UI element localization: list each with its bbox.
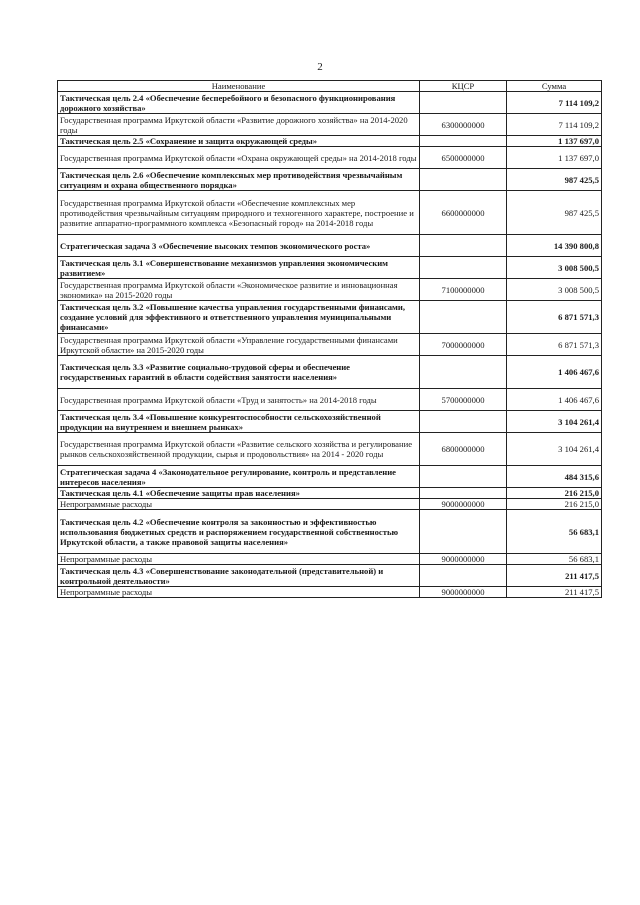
row-sum: 6 871 571,3: [507, 301, 602, 334]
row-code: 6800000000: [420, 433, 507, 466]
row-code: [420, 356, 507, 389]
row-code: [420, 301, 507, 334]
row-sum: 14 390 800,8: [507, 235, 602, 257]
page-number: 2: [317, 61, 323, 73]
row-sum: 6 871 571,3: [507, 334, 602, 356]
row-code: [420, 488, 507, 499]
table-row: [58, 499, 602, 510]
table-row: [58, 191, 602, 235]
row-code: [420, 92, 507, 114]
row-code: [420, 565, 507, 587]
row-name: Тактическая цель 2.6 «Обеспечение комплексных мер противодействия чрезвычайным ситуациям и охрана общественного порядка»: [58, 169, 420, 191]
table-row: [58, 147, 602, 169]
row-code: 7000000000: [420, 334, 507, 356]
row-name: Государственная программа Иркутской области «Экономическое развитие и инновационная экономика» на 2015-2020 годы: [58, 279, 420, 301]
row-name: Государственная программа Иркутской области «Охрана окружающей среды» на 2014-2018 годы: [58, 147, 420, 169]
row-code: 7100000000: [420, 279, 507, 301]
row-name: Стратегическая задача 4 «Законодательное регулирование, контроль и представление интересов населения»: [58, 466, 420, 488]
row-sum: 211 417,5: [507, 565, 602, 587]
table-row: [58, 510, 602, 554]
table-row: [58, 235, 602, 257]
table-row: [58, 92, 602, 114]
row-name: Непрограммные расходы: [58, 587, 420, 598]
row-name: Тактическая цель 3.4 «Повышение конкурентоспособности сельскохозяйственной продукции на внутреннем и внешнем рынках»: [58, 411, 420, 433]
table-row: [58, 488, 602, 499]
table-row: [58, 334, 602, 356]
table-header-row: [58, 81, 602, 92]
row-code: 9000000000: [420, 499, 507, 510]
table-row: [58, 587, 602, 598]
table-row: [58, 279, 602, 301]
row-name: Тактическая цель 3.2 «Повышение качества управления государственными финансами, создание условий для эффективного и ответственного управления муниципальными финансами»: [58, 301, 420, 334]
row-name: Тактическая цель 3.3 «Развитие социально-трудовой сферы и обеспечение государственных гарантий в области содействия занятости населения»: [58, 356, 420, 389]
table-row: [58, 169, 602, 191]
row-sum: 1 406 467,6: [507, 389, 602, 411]
table-row: [58, 257, 602, 279]
row-name: Государственная программа Иркутской области «Развитие сельского хозяйства и регулирование рынков сельскохозяйственной продукции, сырья и продовольствия» на 2014 - 2020 годы: [58, 433, 420, 466]
table-body: [58, 92, 602, 598]
row-sum: 987 425,5: [507, 191, 602, 235]
row-name: Тактическая цель 3.1 «Совершенствование механизмов управления экономическим развитием»: [58, 257, 420, 279]
table-row: [58, 114, 602, 136]
row-code: [420, 169, 507, 191]
row-sum: 216 215,0: [507, 488, 602, 499]
row-code: [420, 257, 507, 279]
row-sum: 3 008 500,5: [507, 279, 602, 301]
row-name: Тактическая цель 2.5 «Сохранение и защита окружающей среды»: [58, 136, 420, 147]
header-sum: Сумма: [507, 81, 602, 92]
table-row: [58, 389, 602, 411]
row-code: [420, 136, 507, 147]
row-code: 6300000000: [420, 114, 507, 136]
row-name: Государственная программа Иркутской области «Развитие дорожного хозяйства» на 2014-2020 годы: [58, 114, 420, 136]
row-sum: 1 137 697,0: [507, 147, 602, 169]
budget-table: [57, 80, 602, 598]
row-sum: 7 114 109,2: [507, 92, 602, 114]
row-name: Тактическая цель 4.2 «Обеспечение контроля за законностью и эффективностью использования бюджетных средств и распоряжением государственной собственностью Иркутской области, а также правовой защиты населения»: [58, 510, 420, 554]
row-name: Непрограммные расходы: [58, 554, 420, 565]
header-name: Наименование: [58, 81, 420, 92]
row-sum: 7 114 109,2: [507, 114, 602, 136]
row-name: Стратегическая задача 3 «Обеспечение высоких темпов экономического роста»: [58, 235, 420, 257]
header-code: КЦСР: [420, 81, 507, 92]
table-row: [58, 136, 602, 147]
row-code: 6500000000: [420, 147, 507, 169]
row-sum: 216 215,0: [507, 499, 602, 510]
row-sum: 3 008 500,5: [507, 257, 602, 279]
row-sum: 211 417,5: [507, 587, 602, 598]
row-sum: 56 683,1: [507, 554, 602, 565]
row-code: 5700000000: [420, 389, 507, 411]
row-name: Государственная программа Иркутской области «Управление государственными финансами Иркутской области» на 2015-2020 годы: [58, 334, 420, 356]
table-row: [58, 466, 602, 488]
row-name: Тактическая цель 2.4 «Обеспечение бесперебойного и безопасного функционирования дорожного хозяйства»: [58, 92, 420, 114]
row-name: Непрограммные расходы: [58, 499, 420, 510]
table-row: [58, 411, 602, 433]
row-sum: 56 683,1: [507, 510, 602, 554]
row-sum: 1 137 697,0: [507, 136, 602, 147]
row-sum: 3 104 261,4: [507, 433, 602, 466]
row-name: Государственная программа Иркутской области «Труд и занятость» на 2014-2018 годы: [58, 389, 420, 411]
table-row: [58, 554, 602, 565]
row-code: 9000000000: [420, 587, 507, 598]
row-code: [420, 235, 507, 257]
table-row: [58, 301, 602, 334]
table-row: [58, 565, 602, 587]
row-name: Государственная программа Иркутской области «Обеспечение комплексных мер противодействия чрезвычайным ситуациям природного и техногенного характере, построение и развитие аппаратно-программного комплекса «Безопасный город» на 2014-2018 годы: [58, 191, 420, 235]
row-code: 6600000000: [420, 191, 507, 235]
table-row: [58, 356, 602, 389]
row-code: [420, 411, 507, 433]
table-row: [58, 433, 602, 466]
row-sum: 987 425,5: [507, 169, 602, 191]
row-sum: 484 315,6: [507, 466, 602, 488]
row-code: [420, 510, 507, 554]
row-sum: 3 104 261,4: [507, 411, 602, 433]
row-code: [420, 466, 507, 488]
row-code: 9000000000: [420, 554, 507, 565]
row-sum: 1 406 467,6: [507, 356, 602, 389]
row-name: Тактическая цель 4.1 «Обеспечение защиты прав населения»: [58, 488, 420, 499]
row-name: Тактическая цель 4.3 «Совершенствование законодательной (представительной) и контрольной деятельности»: [58, 565, 420, 587]
